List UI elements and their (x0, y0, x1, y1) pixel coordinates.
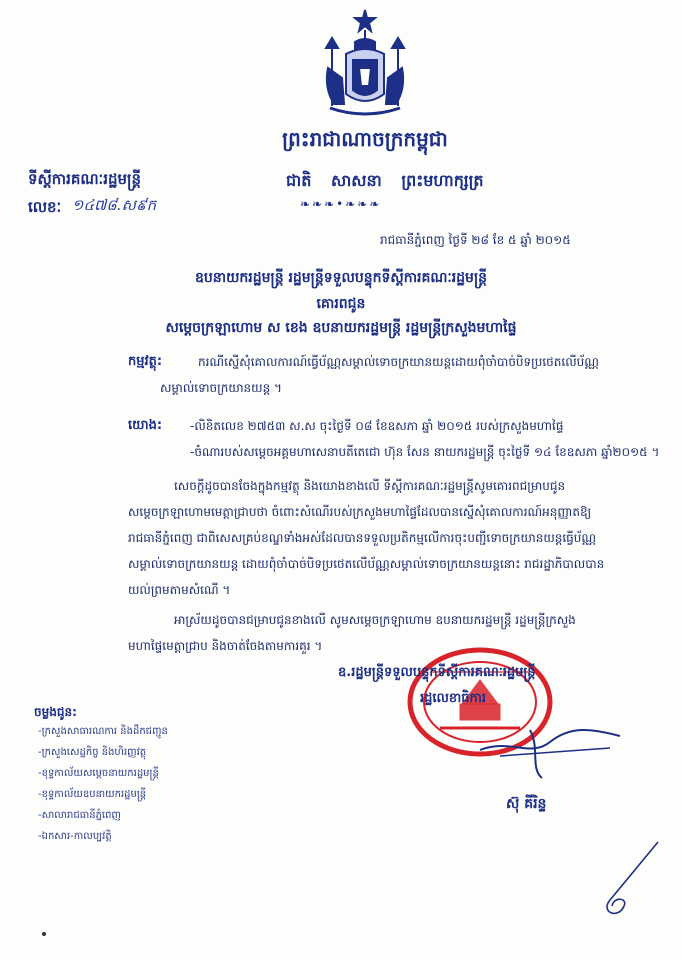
body-paragraph-line: សម្គាល់ទោចក្រយានយន្ត ដោយពុំចាំបាច់បិទប្រថេតលើប័ណ្ណសម្គាល់ទោចក្រយានយន្តនោះ រាជរដ្ឋាភិបាលបាន (128, 557, 605, 571)
kingdom-title: ព្រះរាជាណាចក្រកម្ពុជា (282, 127, 448, 151)
body-paragraph-line: សេចក្ដីដូចបានចែងក្នុងកម្មវត្ថុ និងយោងខាងលើ ទីស្ដីការគណៈរដ្ឋមន្ត្រីសូមគោរពជម្រាបជូន (174, 479, 566, 493)
cc-item: -ក្រសួងសាធារណការ និងដឹកជញ្ជូន (38, 726, 168, 737)
sender-heading: ឧបនាយករដ្ឋមន្ត្រី រដ្ឋមន្ត្រីទទួលបន្ទុកទីស្តីការគណៈរដ្ឋមន្ត្រី (194, 270, 488, 286)
subject-line: ករណីស្នើសុំគោលការណ៍ធ្វើប័ណ្ណសម្គាល់ទោចក្រយានយន្តដោយពុំចាំបាច់បិទប្រថេតលើប័ណ្ណ (198, 355, 599, 369)
royal-coat-of-arms-icon (320, 8, 410, 120)
cc-item: -សាលារាជធានីភ្នំពេញ (38, 810, 121, 821)
cc-item: -ខុទ្ទកាល័យឧបនាយករដ្ឋមន្ត្រី (38, 789, 147, 800)
cc-label: ចម្លងជូន: (34, 705, 77, 719)
body-paragraph-line: សម្ដេចក្រឡាហោមមេត្តាជ្រាបថា ចំពោះសំណើរបស់ក្រសួងមហាផ្ទៃដែលបានស្នើសុំគោលការណ៍អនុញ្ញាតឱ្យ (128, 505, 592, 519)
subject-line: សម្គាល់ទោចក្រយានយន្ត ។ (160, 381, 282, 395)
dateline: រាជធានីភ្នំពេញ ថ្ងៃទី ២៨ ខែ ៥ ឆ្នាំ ២០១៥ (380, 233, 571, 247)
signer-name: ស៊ុ គីរិន្ទ (506, 796, 547, 812)
recipient-heading: សម្ដេចក្រឡាហោម ស ខេង ឧបនាយករដ្ឋមន្ត្រី រដ្ឋមន្ត្រីក្រសួងមហាផ្ទៃ (165, 320, 517, 336)
cc-item: -ឯកសារ-កាលប្បវត្តិ (38, 831, 112, 842)
pen-mark-icon (590, 840, 660, 920)
signature-title: ឧ.រដ្ឋមន្ត្រីទទួលបន្ទុកទីស្តីការគណៈរដ្ឋមន្ត្រី (338, 665, 536, 680)
body-paragraph-line: យល់ព្រមតាមសំណើ ។ (128, 583, 231, 597)
page-dot (42, 932, 46, 936)
subject-label: កម្មវត្ថុ: (128, 354, 163, 369)
handwritten-signature-icon (470, 708, 630, 788)
document-number-label: លេខៈ (28, 198, 62, 216)
reference-line: -ចំណារបស់សម្ដេចអគ្គមហាសេនាបតីតេជោ ហ៊ុន សែន នាយករដ្ឋមន្ត្រី ចុះថ្ងៃទី ១៤ ខែឧសភា ឆ្នាំ២០១៥ ។ (190, 445, 660, 459)
signature-subtitle: រដ្ឋលេខាធិការ (420, 691, 487, 706)
reference-label: យោង: (128, 418, 163, 433)
cc-item: -ក្រសួងសេដ្ឋកិច្ច និងហិរញ្ញវត្ថុ (38, 747, 147, 758)
body-paragraph-line: អាស្រ័យដូចបានជម្រាបជូនខាងលើ សូមសម្ដេចក្រឡាហោម ឧបនាយករដ្ឋមន្ត្រី រដ្ឋមន្ត្រីក្រសួង (174, 613, 576, 627)
body-paragraph-line: មហាផ្ទៃមេត្តាជ្រាប និងចាត់ចែងតាមការគួរ ។ (128, 639, 323, 653)
reference-line: -លិខិតលេខ ២៧៥៣ ស.ស ចុះថ្ងៃទី ០៨ ខែឧសភា ឆ្នាំ ២០១៥ របស់ក្រសួងមហាផ្ទៃ (190, 419, 564, 433)
national-motto: ជាតិ សាសនា ព្រះមហាក្សត្រ (286, 171, 484, 190)
cc-item: -ខុទ្ទកាល័យសម្ដេចនាយករដ្ឋមន្ត្រី (38, 768, 159, 779)
document-number-value: ១៤៧៨.ស៩ក (72, 196, 157, 214)
body-paragraph-line: រាជធានីភ្នំពេញ ជាពិសេសគ្រប់ខណ្ឌទាំងអស់ដែលបានទទួលប្រតិកម្មលើការចុះបញ្ជីទោចក្រយានយន្តធ្វើប័ណ្ណ (128, 531, 597, 545)
issuing-office: ទីស្ដីការគណៈរដ្ឋមន្ត្រី (28, 170, 142, 188)
respectfully-heading: គោរពជូន (316, 296, 366, 312)
ornament-divider: ❧❧❧•❧❧❧ (300, 197, 382, 211)
